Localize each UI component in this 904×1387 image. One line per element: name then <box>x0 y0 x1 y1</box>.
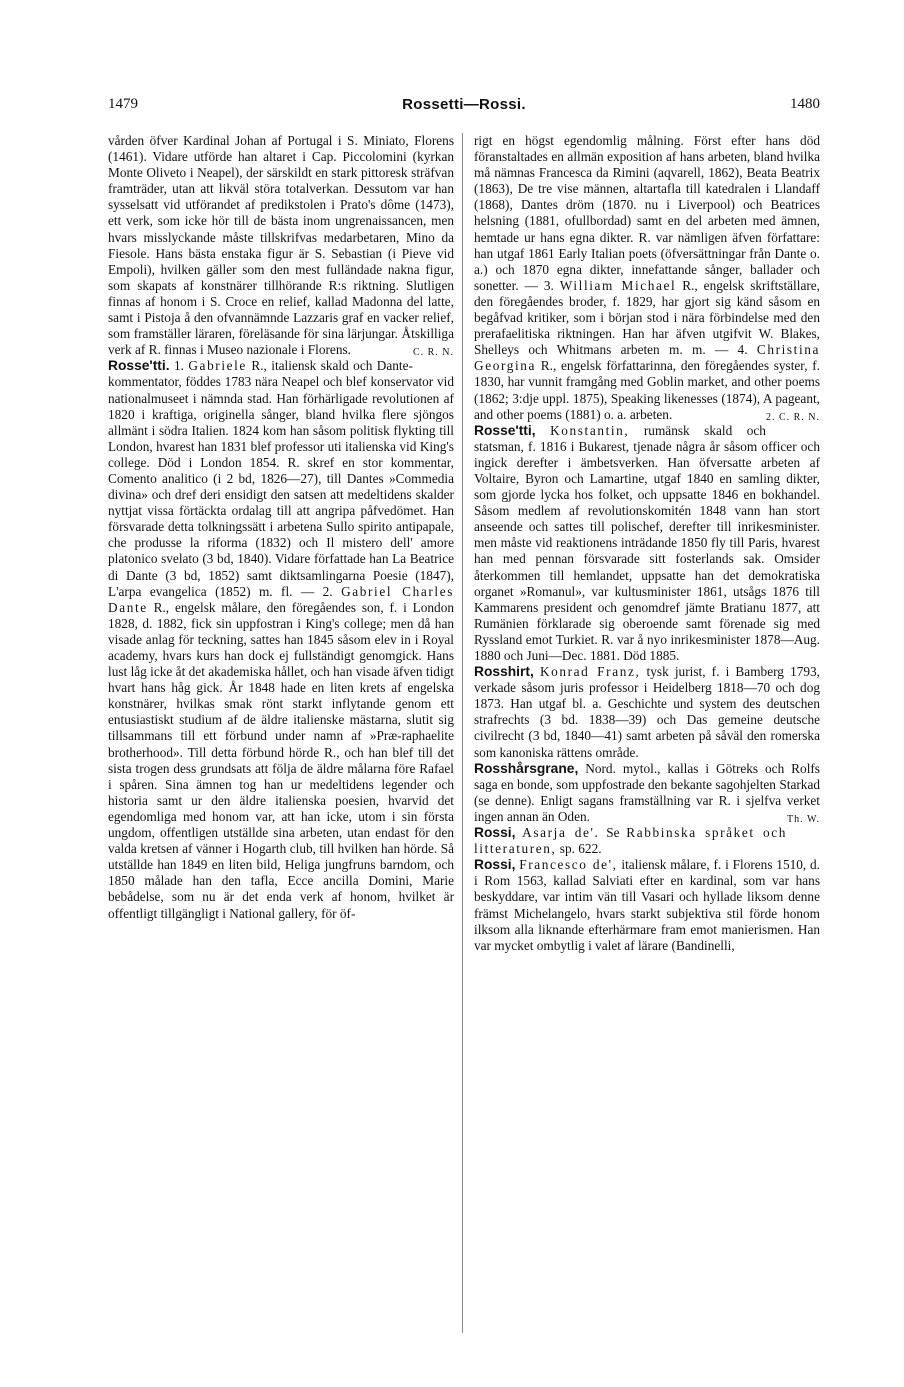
body-text: tysk jurist, f. i Bamberg 1793, verkade såsom juris professor i Heidelberg 1818—70 och dog 1873. Han utgaf bl. a. Geschichte und system des deutschen strafrechts (3 bd. 1838—39) och Das gemeine deutsche civilrecht (3 bd, 1840—41) samt arbeten på såväl den romerska som kanoniska rättens område. <box>474 664 820 760</box>
person-name: Christina Georgina <box>474 342 821 374</box>
headword: Rosse'tti, <box>474 422 536 438</box>
running-head: Rossetti—Rossi. <box>402 96 526 113</box>
page-header <box>108 96 820 120</box>
article-rossi-francesco <box>474 857 820 954</box>
article-rossetti <box>108 358 454 921</box>
author-signature: C. R. N. <box>412 347 454 359</box>
body-text: vården öfver Kardinal Johan af Portugal i S. Miniato, Florens (1461). Vidare utförde han altaret i Cap. Piccolomini (kyrkan Monte Oliveto i Neapel), der särskildt en stark pittoresk sträfvan framträder, utan att likväl störa totalverkan. Dessutom var han sysselsatt vid utförandet af predikstolen i Prato's dôme (1473), ett verk, som icke hör till de bästa inom ungrenaissancen, men hvars misslyckande måste tillskrifvas medarbetaren, Mino da Fiesole. Hans bästa enstaka figur är S. Sebastian (i Pieve vid Empoli), hvilken gäller som den mest fulländade nakna figur, som skapats af konstnärer tillhörande R:s riktning. Slutligen finnas af honom i S. Croce en relief, kallad Madonna del latte, samt i Pistoja å den ofvannämnde Lazzaris graf en vacker relief, som framställer läraren, föreläsande för sina lärjungar. Åtskilliga verk af R. finnas i Museo nazionale i Florens. <box>108 133 454 358</box>
headword: Rosshirt, <box>474 664 534 680</box>
body-text: R., engelsk skriftställare, den föregåendes broder, f. 1829, har gjort sig känd såsom en begåfvad kritiker, som i början stod i nära förbindelse med den prerafaelitiska riktningen. Han har äfven utgifvit W. Blakes, Shelleys och Whitmans arbeten m. m. — 4. <box>474 277 821 358</box>
body-text: rumänsk skald och statsman, f. 1816 i Bukarest, tjenade några år såsom officer och ingick derefter i ämbetsverken. Han öfversatte arbeten af Voltaire, Byron och Lamartine, utgaf 1840 en samling dikter, som gjorde lycka hos folket, och uppsatte 1846 en bokhandel. Såsom medlem af revolutionskomitén 1848 vann han stort anseende och sattes till polischef, derefter till inrikesminister. men måste vid reaktionens inträdande 1850 fly till Paris, hvarest han med pennan försvarade sitt fosterlands sak. Omsider återkommen till hemlandet, uppsatte han det demokratiska organet »Romanul», var kultusminister 1861, utsågs 1876 till Kammarens president och genomdref jämte Bratianu 1877, att Rumänien förklarade sig oberoende samt förenade sig med Ryssland emot Turkiet. R. var å nyo inrikesminister 1878—Aug. 1880 och Juni—Dec. 1881. Död 1885. <box>474 422 820 663</box>
person-name: Konrad Franz, <box>539 664 641 680</box>
person-name: Konstantin, <box>550 422 630 438</box>
article-rosshirt <box>474 664 820 761</box>
left-column <box>108 133 454 922</box>
column-divider <box>462 133 463 1333</box>
page-number-right: 1480 <box>790 96 820 112</box>
article-rossetti-cont <box>474 133 820 423</box>
cross-reference: Rabbinska språket och litteraturen, <box>474 825 788 857</box>
article-rosetti-konstantin <box>474 423 820 664</box>
body-text: R., engelsk målare, den föregåendes son, f. i London 1828, d. 1882, fick sin uppfostran i King's college; men då han visade anlag för teckning, sattes han 1845 såsom elev in i Royal academy, hvars kurs han dock ej fullständigt genomgick. Hans lust låg icke åt det akademiska hållet, och han visade äfven tidigt hvart hans håg gick. År 1848 hade en liten krets af engelska konstnärer, hvilkas smak rönt starkt inflytande genom ett entusiastiskt studium af de äldre italienske mästarna, slutit sig tillsammans till ett förbund under namn af »Præ-raphaelite brotherhood». Till detta förbund hörde R., och han blef till det sista trogen dess grundsats att följa de äldre målarna före Rafael i spåren. Sina ämnen tog han ur medeltidens legender och historia samt ur den äldre italienska poesien, hvarvid det egendomliga med honom var, att han icke, utom i sin första ungdom, offentligen utställde sina arbeten, utan endast för den valda kretsen af vänner i Hogarth club, till hvilken han hörde. Så utställde han 1849 en liten bild, Heliga jungfruns barndom, och 1850 målade han den tafla, Ecce ancilla Domini, Marie bebådelse, som nu är det enda verk af honom, hvilket är offentligt tillgängligt i National gallery, för öf- <box>108 599 454 921</box>
body-text: italiensk målare, f. i Florens 1510, d. i Rom 1563, kallad Salviati efter en kardinal, som var hans beskyddare, var intim vän till Vasari och hyllade liksom denne främst Michelangelo, hvars starkt subjektiva stil förde honom ilksom alla liknande efterhärmare fram emot manierismen. Han var mycket ombytlig i valet af lärare (Bandinelli, <box>474 857 820 953</box>
person-name: Gabriele <box>188 358 247 374</box>
body-text: 1. <box>173 358 184 374</box>
headword: Rossi, <box>474 857 516 873</box>
headword: Rosshårsgrane, <box>474 760 579 776</box>
person-name: William Michael <box>559 277 677 293</box>
body-text: sp. 622. <box>559 841 602 857</box>
body-text: R., italiensk skald och Dante-kommentator, föddes 1783 nära Neapel och blef konservator vid nationalmuseet i nämnda stad. Han förhärligade revolutionen af 1820 i kraftiga, originella sånger, bland hvilka flere sjöngos allmänt i södra Italien. 1824 kom han såsom politisk flykting till London, hvarest han 1831 blef professor uti italienska vid King's college. Död i London 1854. R. skref en stor kommentar, Comento analitico (i 2 bd, 1826—27), till Dantes »Commedia divina» och dref deri ensidigt den satsen att medeltidens skalder nyttjat vissa förtäckta ordalag till att angripa påfvedömet. Han försvarade detta tolkningssätt i arbetena Sullo spirito antipapale, che produsse la riforma (1832) och Il mistero dell' amore platonico svelato (3 bd, 1840). Vidare författade han La Beatrice di Dante (3 bd, 1852) samt diktsamlingarna Poesie (1847), L'arpa evangelica (1852) m. fl. — 2. <box>108 358 454 599</box>
article-verrocchio-end <box>108 133 454 358</box>
right-column <box>474 133 820 954</box>
author-signature: Th. W. <box>787 813 820 825</box>
page-number-left: 1479 <box>108 96 138 112</box>
article-rosshårsgrane <box>474 761 820 825</box>
person-name: Asarja de'. <box>522 825 600 841</box>
person-name: Gabriel Charles Dante <box>108 583 454 615</box>
headword: Rosse'tti. <box>108 358 170 374</box>
body-text: Se <box>606 825 620 841</box>
author-signature: 2. C. R. N. <box>765 411 820 423</box>
article-rossi-asarja <box>474 825 820 857</box>
person-name: Francesco de', <box>519 857 618 873</box>
headword: Rossi, <box>474 825 516 841</box>
body-text: R., engelsk författarinna, den föregåendes syster, f. 1830, har vunnit framgång med Goblin market, and other poems (1862; 3:dje uppl. 1875), Speaking likenesses (1874), A pageant, and other poems (1881) o. a. arbeten. <box>474 358 820 422</box>
body-text: Nord. mytol., kallas i Götreks och Rolfs saga en bonde, som uppfostrade den bekante sagohjelten Starkad (se denne). Enligt sagans framställning var R. i sjelfva verket ingen annan än Oden. <box>474 760 820 824</box>
body-text: rigt en högst egendomlig målning. Först efter hans död föranstaltades en allmän exposition af hans arbeten, bland hvilka må nämnas Francesca da Rimini (aqvarell, 1862), Beata Beatrix (1863), De tre vise männen, altartafla till katedralen i Llandaff (1868), Dantes dröm (1870. nu i Liverpool) och Beatrices helsning (1881, ofullbordad) samt en del arbeten med ämnen, hemtade ur hans egna dikter. R. var nämligen äfven författare: han utgaf 1861 Early Italian poets (öfversättningar från Dante o. a.) och 1870 egna dikter, innefattande sånger, ballader och sonetter. — 3. <box>474 133 820 293</box>
